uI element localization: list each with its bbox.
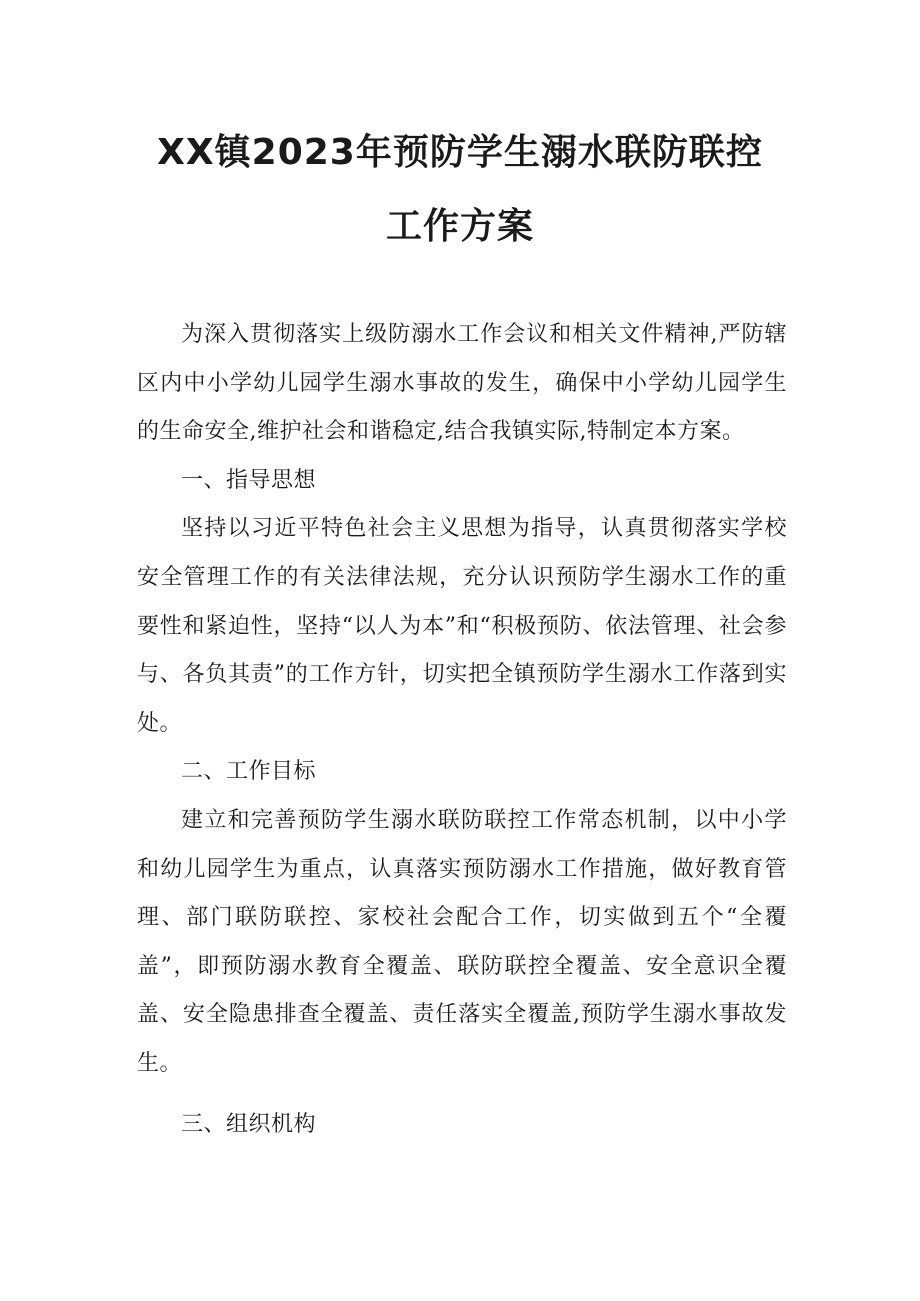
section-paragraph-work-goals: 建立和完善预防学生溺水联防联控工作常态机制，以中小学和幼儿园学生为重点，认真落实预防溺水工作措施，做好教育管理、部门联防联控、家校社会配合工作，切实做到五个“全覆盖”，即预防溺水教育全覆盖、联防联控全覆盖、安全意识全覆盖、安全隐患排查全覆盖、责任落实全覆盖,预防学生溺水事故发生。 [137, 807, 787, 1076]
document-body [137, 311, 787, 1149]
intro-paragraph: 为深入贯彻落实上级防溺水工作会议和相关文件精神,严防辖区内中小学幼儿园学生溺水事故的发生，确保中小学幼儿园学生的生命安全,维护社会和谐稳定,结合我镇实际,特制定本方案。 [137, 322, 787, 445]
section-heading-guiding-ideology: 一、指导思想 [181, 467, 317, 493]
document-title-line-1: XX镇2023年预防学生溺水联防联控 [157, 132, 763, 173]
section-heading-work-goals: 二、工作目标 [181, 759, 317, 785]
document-title-line-2: 工作方案 [385, 206, 534, 247]
section-heading-organization: 三、组织机构 [181, 1111, 317, 1137]
section-paragraph-guiding-ideology: 坚持以习近平特色社会主义思想为指导，认真贯彻落实学校安全管理工作的有关法律法规，充分认识预防学生溺水工作的重要性和紧迫性，坚持“以人为本”和“积极预防、依法管理、社会参与、各负其责”的工作方针，切实把全镇预防学生溺水工作落到实处。 [137, 516, 787, 736]
